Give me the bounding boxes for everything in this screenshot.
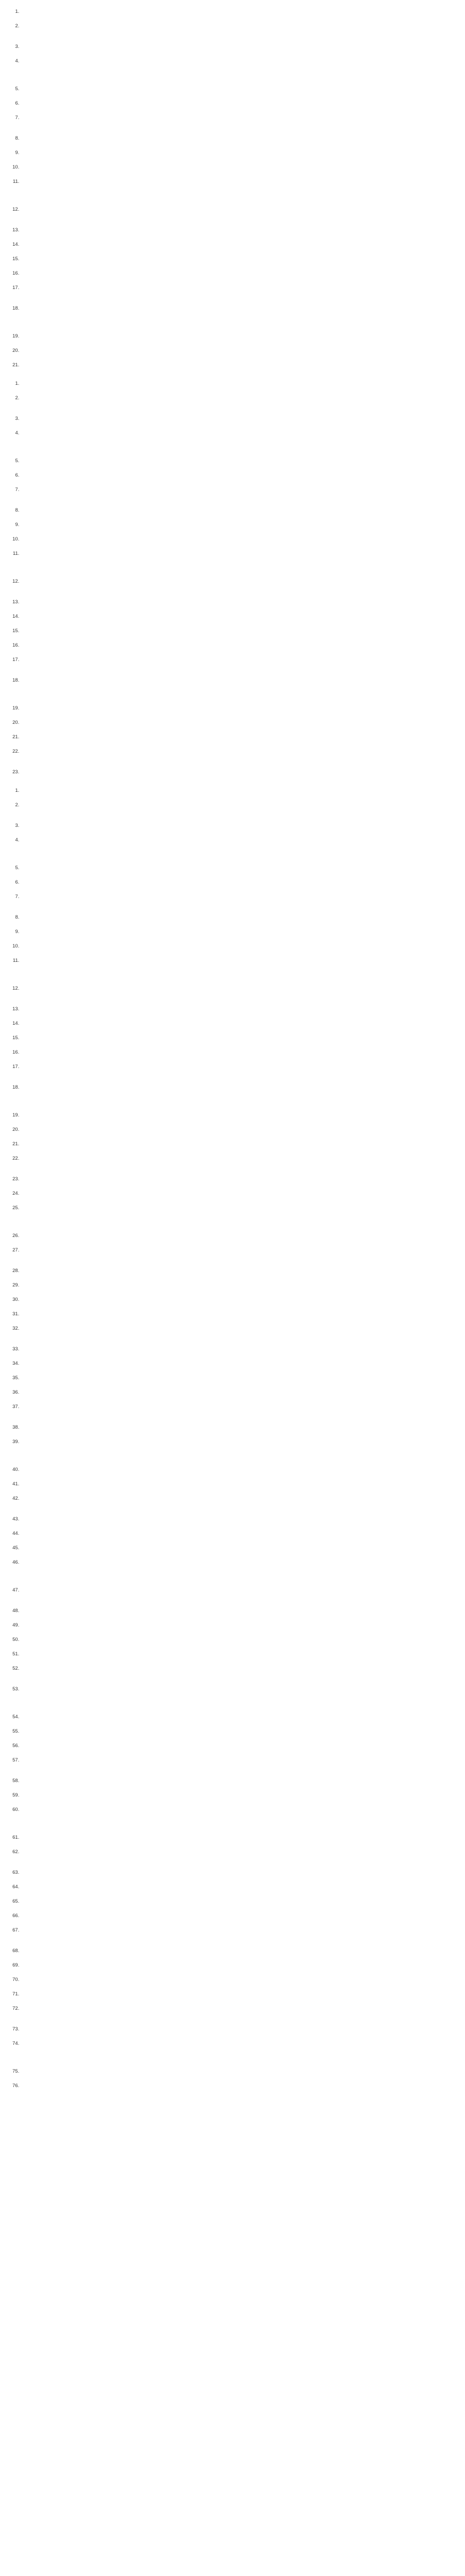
paragraph xyxy=(21,43,454,57)
paragraph xyxy=(21,1389,454,1402)
paragraph xyxy=(21,114,454,134)
paragraph xyxy=(21,284,454,304)
paragraph xyxy=(21,2026,454,2039)
paragraph xyxy=(21,472,454,485)
paragraph xyxy=(21,1424,454,1437)
paragraph xyxy=(21,23,454,42)
paragraph xyxy=(11,2392,454,2405)
paragraph xyxy=(21,1991,454,2004)
abbreviation-list xyxy=(11,2099,454,2576)
paragraph xyxy=(21,1834,454,1848)
paragraph xyxy=(21,58,454,84)
paragraph xyxy=(21,2040,454,2067)
paragraph xyxy=(21,879,454,892)
paragraph xyxy=(21,1607,454,1621)
paragraph xyxy=(21,1232,454,1246)
paragraph xyxy=(21,578,454,598)
paragraph xyxy=(21,769,454,782)
section-6-list xyxy=(11,8,454,375)
paragraph xyxy=(21,164,454,177)
paragraph xyxy=(11,2408,454,2428)
paragraph xyxy=(21,705,454,718)
paragraph xyxy=(21,1686,454,1713)
paragraph xyxy=(21,1962,454,1975)
paragraph xyxy=(21,1311,454,1324)
paragraph xyxy=(21,1587,454,1606)
paragraph xyxy=(21,1792,454,1805)
paragraph xyxy=(21,1325,454,1345)
paragraph xyxy=(21,957,454,984)
paragraph xyxy=(21,550,454,577)
paragraph xyxy=(11,2510,454,2530)
paragraph xyxy=(11,2319,454,2339)
paragraph xyxy=(21,1360,454,1374)
paragraph xyxy=(21,227,454,240)
paragraph xyxy=(11,2375,454,2388)
paragraph xyxy=(21,1884,454,1897)
paragraph xyxy=(21,1247,454,1266)
paragraph xyxy=(21,1205,454,1231)
paragraph xyxy=(21,1112,454,1125)
paragraph xyxy=(21,536,454,549)
paragraph xyxy=(21,1006,454,1019)
paragraph xyxy=(21,1267,454,1281)
paragraph xyxy=(21,1141,454,1154)
paragraph xyxy=(11,2201,454,2214)
paragraph xyxy=(21,1545,454,1558)
paragraph xyxy=(21,1777,454,1791)
paragraph xyxy=(21,1020,454,1033)
paragraph xyxy=(21,521,454,535)
paragraph xyxy=(11,2217,454,2237)
paragraph xyxy=(21,1126,454,1140)
paragraph xyxy=(21,599,454,612)
paragraph xyxy=(21,1466,454,1480)
paragraph xyxy=(21,1176,454,1189)
paragraph xyxy=(21,1927,454,1946)
paragraph xyxy=(21,802,454,821)
paragraph xyxy=(21,734,454,747)
paragraph xyxy=(21,1806,454,1833)
paragraph xyxy=(21,1438,454,1465)
paragraph xyxy=(21,1516,454,1529)
paragraph xyxy=(21,347,454,361)
paragraph xyxy=(11,2138,454,2151)
paragraph xyxy=(21,1976,454,1990)
paragraph xyxy=(21,1063,454,1083)
paragraph xyxy=(21,1346,454,1359)
paragraph xyxy=(21,2082,454,2096)
paragraph xyxy=(11,2461,454,2474)
paragraph xyxy=(21,1155,454,1175)
paragraph xyxy=(21,1035,454,1048)
paragraph xyxy=(21,1898,454,1911)
paragraph xyxy=(21,1481,454,1494)
paragraph xyxy=(21,380,454,394)
paragraph xyxy=(11,2431,454,2458)
paragraph xyxy=(21,1947,454,1961)
paragraph xyxy=(21,1651,454,1664)
paragraph xyxy=(11,2494,454,2507)
paragraph xyxy=(21,642,454,655)
paragraph xyxy=(21,1728,454,1741)
paragraph xyxy=(21,914,454,927)
paragraph xyxy=(11,2549,454,2563)
paragraph xyxy=(21,822,454,836)
paragraph xyxy=(11,2477,454,2490)
paragraph xyxy=(21,362,454,375)
section-8-list xyxy=(11,787,454,2096)
paragraph xyxy=(21,613,454,626)
paragraph xyxy=(21,1530,454,1544)
paragraph xyxy=(21,837,454,863)
paragraph xyxy=(11,2099,454,2112)
paragraph xyxy=(21,1849,454,1868)
paragraph xyxy=(21,135,454,148)
paragraph xyxy=(21,1190,454,1204)
paragraph xyxy=(21,719,454,733)
paragraph xyxy=(21,1912,454,1926)
paragraph xyxy=(21,415,454,429)
paragraph xyxy=(21,748,454,768)
paragraph xyxy=(11,2566,454,2576)
paragraph xyxy=(11,2184,454,2198)
paragraph xyxy=(11,2240,454,2253)
paragraph xyxy=(21,100,454,113)
paragraph xyxy=(21,395,454,414)
paragraph xyxy=(21,149,454,163)
paragraph xyxy=(21,507,454,520)
paragraph xyxy=(21,1869,454,1883)
paragraph xyxy=(21,241,454,255)
paragraph xyxy=(21,1757,454,1776)
paragraph xyxy=(11,2342,454,2355)
paragraph xyxy=(21,628,454,641)
paragraph xyxy=(21,1665,454,1685)
paragraph xyxy=(11,2273,454,2286)
paragraph xyxy=(21,206,454,226)
paragraph xyxy=(21,486,454,506)
paragraph xyxy=(21,178,454,205)
paragraph xyxy=(11,2155,454,2181)
paragraph xyxy=(21,1714,454,1727)
paragraph xyxy=(21,893,454,913)
paragraph xyxy=(21,8,454,22)
paragraph xyxy=(21,1622,454,1635)
paragraph xyxy=(21,1742,454,1756)
paragraph xyxy=(21,333,454,346)
paragraph xyxy=(11,2359,454,2372)
paragraph xyxy=(21,928,454,942)
paragraph xyxy=(21,1296,454,1310)
paragraph xyxy=(21,1049,454,1062)
paragraph xyxy=(21,457,454,471)
paragraph xyxy=(21,270,454,283)
paragraph xyxy=(21,1495,454,1515)
paragraph xyxy=(21,2068,454,2081)
paragraph xyxy=(21,305,454,332)
paragraph xyxy=(11,2290,454,2316)
paragraph xyxy=(21,677,454,704)
paragraph xyxy=(21,1084,454,1111)
paragraph xyxy=(21,1403,454,1423)
paragraph xyxy=(21,1282,454,1295)
paragraph xyxy=(21,256,454,269)
paragraph xyxy=(11,2115,454,2135)
paragraph xyxy=(21,787,454,801)
paragraph xyxy=(21,985,454,1005)
paragraph xyxy=(21,430,454,456)
paragraph xyxy=(11,2257,454,2270)
paragraph xyxy=(11,2533,454,2546)
paragraph xyxy=(21,1559,454,1586)
paragraph xyxy=(21,1636,454,1650)
section-7-list xyxy=(11,380,454,782)
paragraph xyxy=(21,2005,454,2025)
paragraph xyxy=(21,943,454,956)
paragraph xyxy=(21,86,454,99)
paragraph xyxy=(21,865,454,878)
paragraph xyxy=(21,656,454,676)
paragraph xyxy=(21,1375,454,1388)
